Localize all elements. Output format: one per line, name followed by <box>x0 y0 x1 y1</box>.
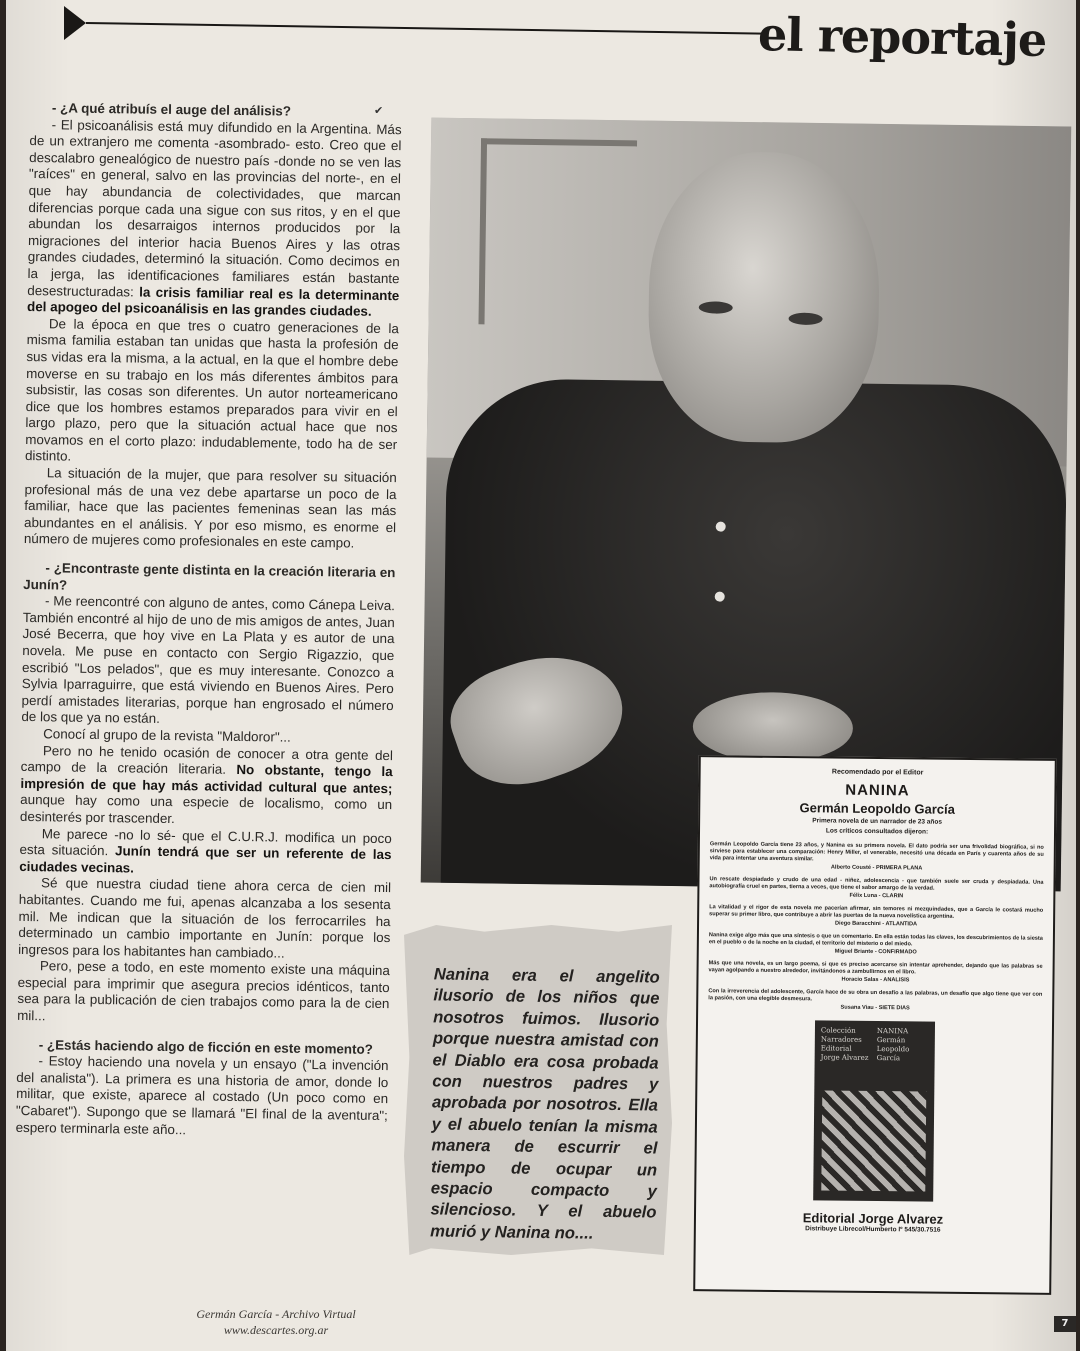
ad-review: Con la irreverencia del adolescente, García hace de su obra un desafío a las palabras, un desafío que algo tiene que ver con la pasión, con una elegible desmesura. <box>708 988 1043 1003</box>
header-triangle-icon <box>64 6 86 40</box>
photo-eye <box>699 301 733 313</box>
footer-url: www.descartes.org.ar <box>223 1323 329 1337</box>
ad-critic: Horacio Salas - ANALISIS <box>841 976 910 984</box>
ad-publisher: Editorial Jorge Alvarez <box>802 1210 944 1227</box>
pullquote: Nanina era el angelito ilusorio de los niños que nosotros fuimos. Ilusorio porque nuestra amistad con el Diablo era cosa probada con nuestros padres y aprobada por nosotros. Ella y el abuelo tenían la misma manera de escurrir el tiempo de ocupar un espacio compacto y silencioso. Y el abuelo murió y Nanina no.... <box>430 964 660 1243</box>
ad-review: Nanina exige algo más que una síntesis o que un comentario. En ella están todas las claves, los descubrimientos de la siesta en el pueblo o de la noche en la ciudad, el territorio del misterio o del miedo. <box>708 932 1043 948</box>
question-1: - ¿A qué atribuís el auge del análisis? <box>51 100 292 119</box>
photo-shirt-button <box>716 522 726 532</box>
footer-archive: Germán García - Archivo Virtual <box>196 1307 356 1321</box>
ad-book-cover <box>813 1020 935 1201</box>
ad-review: Germán Leopoldo García tiene 23 años, y Nanina es su primera novela. El dato podría ser una frivolidad biográfica, si no sirviese para establecer una comparación: Henry Miller, el venerable, necesitó una década en París y cuarenta años de su vida para intentar una aventura similar. <box>709 841 1044 863</box>
answer-1-paragraph-1: - El psicoanálisis está muy difundido en la Argentina. Más de un extranjero me comenta -asombrado- esto. Creo que el descalabro genealógico de nuestro país -donde no se ven las "raíces" en general, salvo en las provincias del norte-, en el que hay abundancia de colectividades, que marcan diferencias porque cada una sigue con sus ritos, y en el que abundan los desarraigos internos producidos por la migraciones del interior hacia Buenos Aires y las otras grandes ciudades, determinó la situación. Como decimos en la jerga, las identificaciones familiares están bastante desestructuradas: la crisis familiar real es la determinante del apogeo del psicoanálisis en las grandes ciudades. <box>27 116 402 319</box>
ad-recommended: Recomendado por el Editor <box>831 768 924 777</box>
ad-book-cover-right: NANINA Germán Leopoldo García <box>876 1027 910 1063</box>
answer-2-paragraph-5: Sé que nuestra ciudad tiene ahora cerca de cien mil habitantes. Cuando me fui, apenas alcanzaba a los sesenta mil. Me indican que la situación de los ferrocarriles ha determinado un cambio importante en Junín: porque los ingresos para los habitantes han cambiado... <box>18 875 392 961</box>
ad-review: Un rescate despiadado y crudo de una edad - niñez, adolescencia - que también suele ser cruda y despiadada. Una autobiografía cruel en partes, tierna a veces, que tiene el sabor amargo de la verdad. <box>709 876 1044 892</box>
section-title: el reportaje <box>757 6 1047 68</box>
ad-critic: Alberto Cousté - PRIMERA PLANA <box>830 864 923 872</box>
archive-footer <box>156 1306 396 1338</box>
ad-review: La vitalidad y el rigor de esta novela me pacerían afirmar, sin temores ni mezquindades, que a García le costará mucho superar su primer libro, que contribuye a abrir las puertas de la nueva novelística argentina. <box>709 904 1044 920</box>
ad-book-cover-left: Colección Narradores Editorial Jorge Alvarez <box>820 1026 869 1062</box>
answer-1-paragraph-3: La situación de la mujer, que para resolver su situación profesional más de una vez debe apartarse un poco de la familiar, hace que las pacientes femeninas sean las más abundantes en el análisis. Y por eso mismo, es enorme el número de mujeres como profesionales en este campo. <box>23 465 397 552</box>
answer-2-paragraph-2: Conocí al grupo de la revista "Maldoror"... <box>43 726 291 745</box>
question-3: - ¿Estás haciendo algo de ficción en este momento? <box>38 1036 373 1057</box>
ad-subtitle: Primera novela de un narrador de 23 años <box>812 817 943 826</box>
ad-distribution: Distribuye Librecol/Humberto Iº 545/30.7516 <box>805 1225 941 1234</box>
newspaper-page <box>6 0 1076 1351</box>
question-2: - ¿Encontraste gente distinta en la creación literaria en Junín? <box>23 560 396 593</box>
ad-review: Más que una novela, es un largo poema, si que es preciso acercarse sin intentar aprehender, dejando que las palabras se vayan agolpando a nuestro alrededor, invitándonos a zambullirnos en el libro. <box>708 960 1043 976</box>
photo-head <box>647 151 881 444</box>
margin-mark: ✔ <box>374 104 384 117</box>
interview-column <box>16 100 402 1141</box>
answer-2-paragraph-6: Pero, pese a todo, en este momento existe una máquina especial para imprimir que asegura precios idénticos, tanto sea para la publicación de cien trabajos como para la de cien mil... <box>17 958 390 1024</box>
ad-critic: Susana Viau - SIETE DIAS <box>840 1004 910 1012</box>
header-rule <box>86 22 766 35</box>
answer-2-paragraph-1: - Me reencontré con alguno de antes, como Cánepa Leiva. También encontré al hijo de uno de mis amigos de antes, Juan José Becerra, que hoy vive en La Plata y es autor de una novela. Me puse en contacto con Sergio Rigazzio, que escribió "Los pelados", que es muy interesante. Conozco a Sylvia Iparraguirre, que está viviendo en Buenos Aires. Pero perdí amistades literarias, porque han engrosado el número de los que ya no están. <box>21 593 396 727</box>
ad-critic: Miguel Briante - CONFIRMADO <box>834 948 917 956</box>
ad-book-title: NANINA <box>845 781 910 800</box>
answer-3-paragraph-1: - Estoy haciendo una novela y un ensayo ("La invención del analista"). La primera es una historia de amor, donde lo militar, que existe, aparece al costado (Un poco como en "Cabaret"). Supongo que se llamará "El final de la aventura"; espero terminarla este año... <box>15 1053 389 1137</box>
photo-eye <box>789 313 823 325</box>
ad-critic: Diego Baracchini - ATLANTIDA <box>834 920 918 928</box>
photo-picture-frame <box>478 138 637 326</box>
answer-1-paragraph-2: De la época en que tres o cuatro generaciones de la misma familia estaban tan unidas que hasta la profesión de sus vidas era la misma, a la actual, en la que el hombre debe moverse en su trabajo en los más diferentes ámbitos para subsistir, las cosas son diferentes. Un autor norteamericano dice que los hombres estamos preparados para vivir en el largo plazo, pero que la situación actual hace que nos movamos en el corto plazo: indudablemente, todo ha de ser distinto. <box>24 316 399 465</box>
ad-subtitle: Los críticos consultados dijeron: <box>825 827 929 836</box>
answer-2-paragraph-3: Pero no he tenido ocasión de conocer a otra gente del campo de la creación literaria. No obstante, tengo la impresión de que hay más actividad cultural que antes; aunque hay como una especie de localismo, como un desinterés por trascender. <box>19 742 393 827</box>
photo-shirt-button <box>715 592 725 602</box>
ad-critic: Félix Luna - CLARIN <box>849 892 904 900</box>
answer-2-paragraph-4: Me parece -no lo sé- que el C.U.R.J. modifica un poco esta situación. Junín tendrá que ser un referente de las ciudades vecinas. <box>19 825 392 876</box>
page-number: 7 <box>1054 1316 1076 1332</box>
ad-author: Germán Leopoldo García <box>799 800 955 817</box>
ad-book-cover-pattern <box>821 1090 926 1191</box>
book-advertisement <box>693 755 1057 1295</box>
